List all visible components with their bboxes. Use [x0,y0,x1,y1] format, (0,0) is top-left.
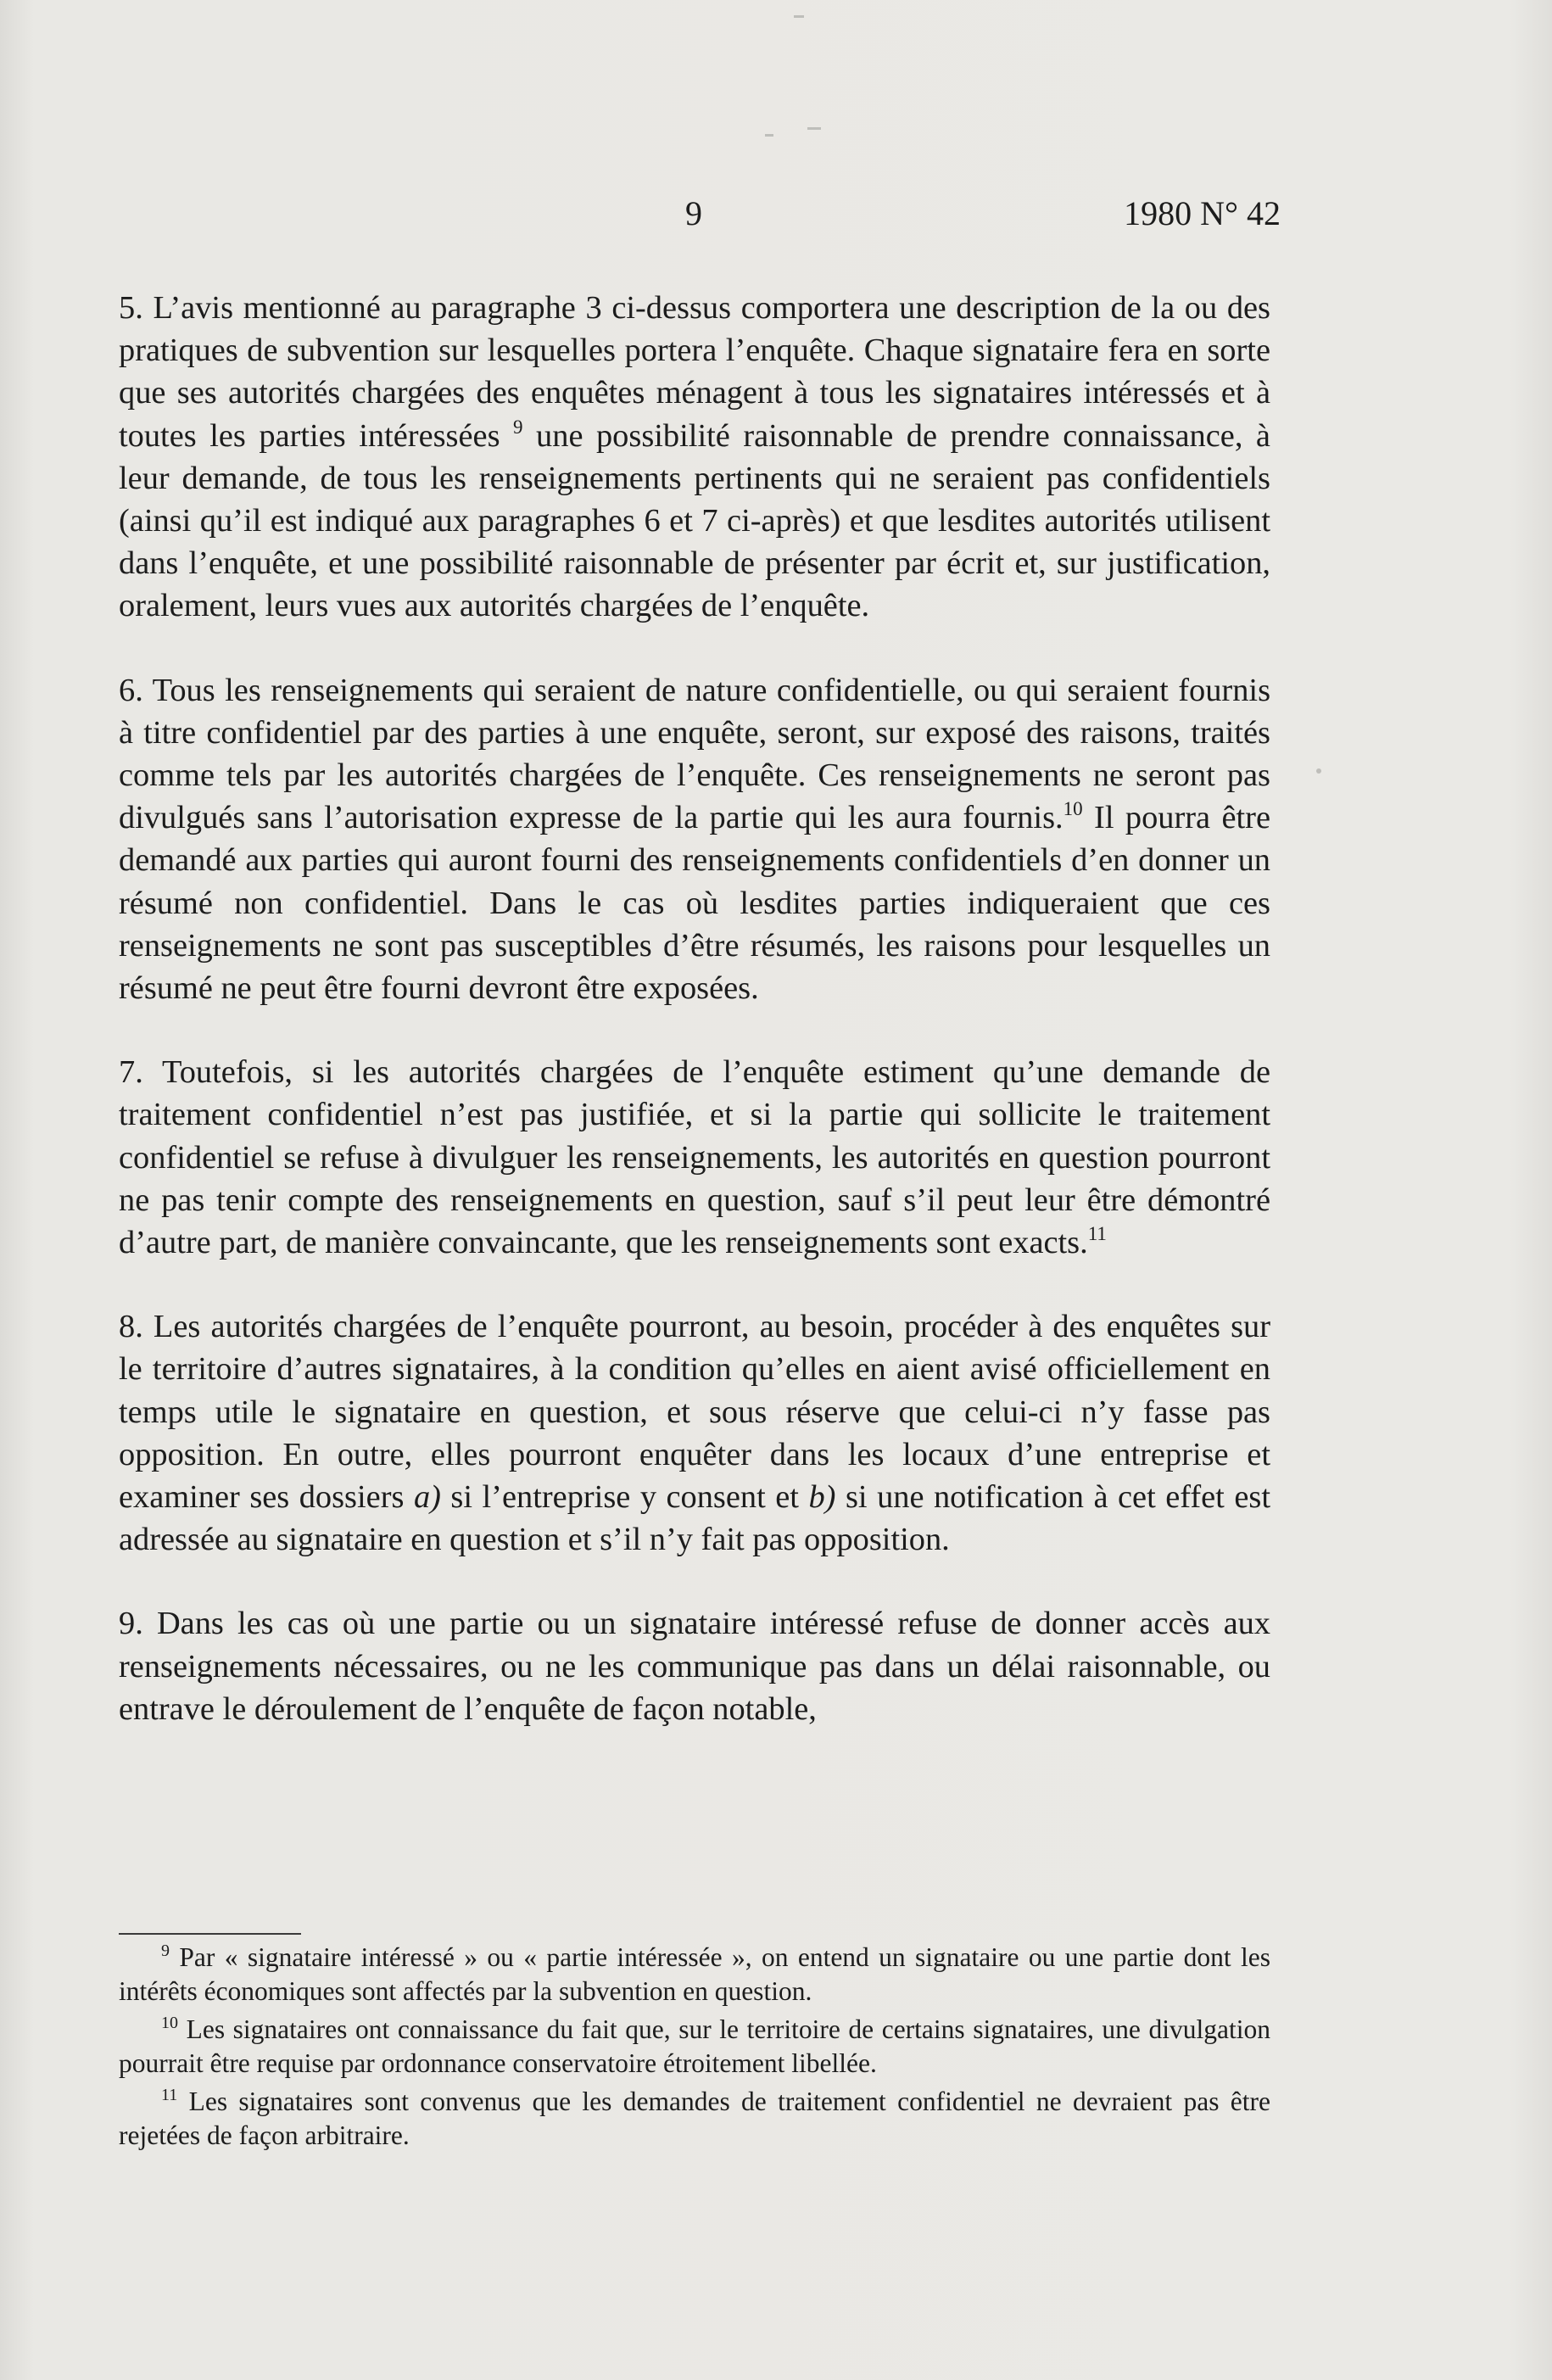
paragraph-text: si une notification à cet effet est adressée au signataire en question et s’il n’y fait pas opposition. [119,1479,1270,1558]
footnote-reference: 9 [513,416,523,438]
footnote-text: Les signataires ont connaissance du fait que, sur le territoire de certains signataires, une divulgation pourrait être requise par ordonnance conservatoire étroitement libellée. [119,2014,1270,2078]
paragraph-text: Dans les cas où une partie ou un signataire intéressé refuse de donner accès aux renseignements nécessaires, ou ne les communique pas dans un délai raisonnable, ou entrave le déroulement de l’enquête de façon notable, [119,1606,1270,1727]
footnote-reference: 10 [1063,798,1083,820]
footnote-number: 10 [161,2014,178,2032]
page-header [119,193,1281,244]
paragraph-text: L’avis mentionné au paragraphe 3 ci-dessus comportera une description de la ou des pratiques de subvention sur lesquelles portera l’enquête. Chaque signataire fera en sorte que ses autorités chargées des enquêtes ménagent à tous les signataires intéressés et à toutes les parties intéressées [119,290,1270,454]
paragraph-number: 5. [119,290,143,326]
footnote-divider [119,1933,301,1935]
paragraph-number: 6. [119,672,143,708]
paragraph-5 [119,287,1270,628]
paragraph-text: si l’entreprise y consent et [450,1479,799,1516]
footnote-text: Par « signataire intéressé » ou « partie intéressée », on entend un signataire ou une partie dont les intérêts économiques sont affectés par la subvention en question. [119,1942,1271,2006]
paragraph-7 [119,1051,1270,1264]
paragraph-8 [119,1305,1270,1561]
document-reference: 1980 N° 42 [1124,194,1281,232]
footnote-text: Les signataires sont convenus que les demandes de traitement confidentiel ne devraient pas être rejetées de façon arbitraire. [119,2087,1271,2150]
list-marker: a) [413,1479,441,1516]
paragraph-number: 7. [119,1054,143,1091]
footnotes [119,1941,1270,2157]
list-marker: b) [808,1479,836,1516]
footnote-number: 11 [161,2086,178,2104]
body-text [119,287,1270,1772]
footnote-10 [119,2013,1270,2080]
scan-speck [807,127,821,130]
footnote-11 [119,2085,1270,2152]
footnote-number: 9 [161,1941,170,1960]
scan-speck [1316,768,1321,774]
paragraph-text: une possibilité raisonnable de prendre connaissance, à leur demande, de tous les renseignements pertinents qui ne seraient pas confidentiels (ainsi qu’il est indiqué aux paragraphes 6 et 7 ci-après) et que lesdites autorités utilisent dans l’enquête, et une possibilité raisonnable de présenter par écrit et, sur justification, oralement, leurs vues aux autorités chargées de l’enquête. [119,417,1270,624]
paragraph-number: 8. [119,1309,143,1345]
paragraph-text: Il pourra être demandé aux parties qui auront fourni des renseignements confidentiels d’en donner un résumé non confidentiel. Dans le cas où lesdites parties indiqueraient que ces renseignements ne sont pas susceptibles d’être résumés, les raisons pour lesquelles un résumé ne peut être fourni devront être exposées. [119,800,1270,1007]
paragraph-number: 9. [119,1606,143,1642]
paragraph-6 [119,669,1270,1010]
paragraph-text: Tous les renseignements qui seraient de nature confidentielle, ou qui seraient fournis à titre confidentiel par des parties à une enquête, seront, sur exposé des raisons, traités comme tels par les autorités chargées de l’enquête. Ces renseignements ne seront pas divulgués sans l’autorisation expresse de la partie qui les aura fournis. [119,672,1271,836]
paragraph-9 [119,1602,1270,1730]
scan-speck [794,15,804,18]
footnote-reference: 11 [1087,1223,1107,1245]
page-number: 9 [685,194,702,232]
paragraph-text: Les autorités chargées de l’enquête pourront, au besoin, procéder à des enquêtes sur le territoire d’autres signataires, à la condition qu’elles en aient avisé officiellement en temps utile le signataire en question, et sous réserve que celui-ci n’y fasse pas opposition. En outre, elles pourront enquêter dans les locaux d’une entreprise et examiner ses dossiers [119,1309,1270,1516]
footnote-9 [119,1941,1270,2008]
paragraph-text: Toutefois, si les autorités chargées de l’enquête estiment qu’une demande de traitement confidentiel n’est pas justifiée, et si la partie qui sollicite le traitement confidentiel se refuse à divulguer les renseignements, les autorités en question pourront ne pas tenir compte des renseignements en question, sauf s’il peut leur être démontré d’autre part, de manière convaincante, que les renseignements sont exacts. [119,1054,1270,1261]
scan-speck [765,134,773,137]
